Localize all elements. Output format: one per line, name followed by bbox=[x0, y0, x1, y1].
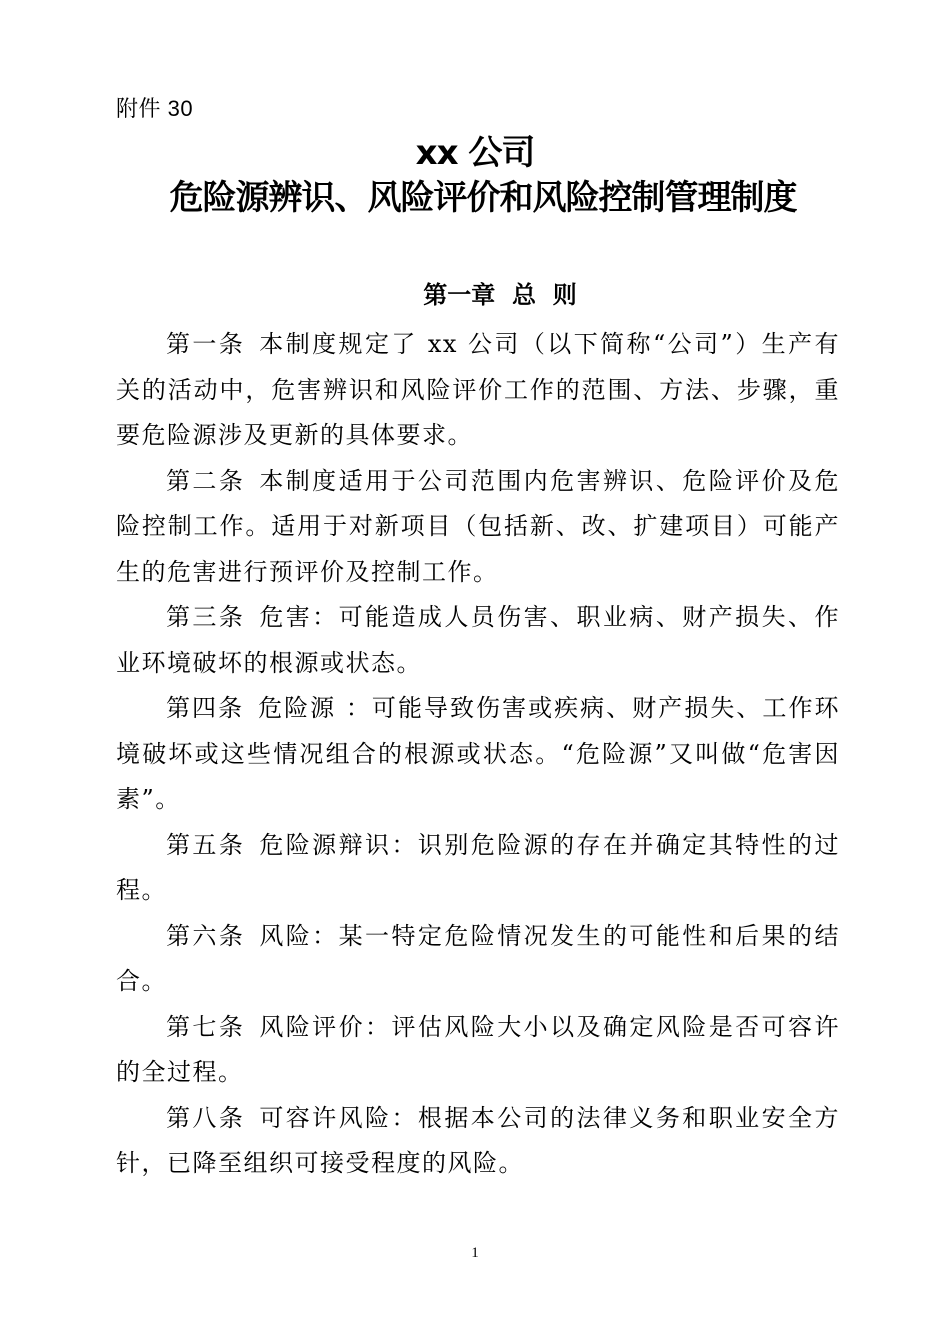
article-text: 危害：可能造成人员伤害、职业病、财产损失、作业环境破坏的根源或状态。 bbox=[116, 603, 840, 677]
article-number: 第七条 bbox=[166, 1012, 246, 1041]
article-number: 第二条 bbox=[166, 466, 246, 495]
article-number: 第一条 bbox=[166, 330, 246, 358]
articles-body bbox=[116, 322, 840, 1187]
article-1 bbox=[116, 322, 840, 459]
article-3 bbox=[116, 595, 840, 686]
chapter-heading: 第一章 总 则 bbox=[423, 281, 577, 309]
article-6 bbox=[116, 914, 840, 1005]
article-text: 风险评价：评估风险大小以及确定风险是否可容许的全过程。 bbox=[116, 1012, 840, 1086]
article-7 bbox=[116, 1005, 840, 1096]
article-text: 本制度规定了 xx 公司（以下简称“公司”）生产有关的活动中，危害辨识和风险评价工作的范围、方法、步骤，重要危险源涉及更新的具体要求。 bbox=[116, 330, 840, 449]
article-text: 危险源辩识：识别危险源的存在并确定其特性的过程。 bbox=[116, 830, 840, 904]
page-number: 1 bbox=[471, 1245, 479, 1261]
article-text: 风险：某一特定危险情况发生的可能性和后果的结合。 bbox=[116, 921, 840, 995]
article-8 bbox=[116, 1096, 840, 1187]
article-text: 本制度适用于公司范围内危害辨识、危险评价及危险控制工作。适用于对新项目（包括新、改、扩建项目）可能产生的危害进行预评价及控制工作。 bbox=[116, 466, 840, 586]
document-title-main: 危险源辨识、风险评价和风险控制管理制度 bbox=[169, 178, 797, 218]
article-number: 第四条 bbox=[166, 694, 245, 722]
article-number: 第三条 bbox=[166, 603, 246, 631]
attachment-label: 附件 30 bbox=[116, 96, 194, 121]
article-2 bbox=[116, 459, 840, 596]
article-number: 第八条 bbox=[166, 1103, 246, 1132]
article-text: 危险源 ：可能导致伤害或疾病、财产损失、工作环境破坏或这些情况组合的根源或状态。“危险源”又叫做“危害因素”。 bbox=[116, 694, 840, 813]
article-number: 第五条 bbox=[166, 830, 246, 859]
article-text: 可容许风险：根据本公司的法律义务和职业安全方针，已降至组织可接受程度的风险。 bbox=[116, 1103, 840, 1177]
article-5 bbox=[116, 823, 840, 914]
article-number: 第六条 bbox=[166, 921, 246, 950]
document-title-company: xx 公司 bbox=[415, 133, 535, 173]
article-4 bbox=[116, 686, 840, 823]
